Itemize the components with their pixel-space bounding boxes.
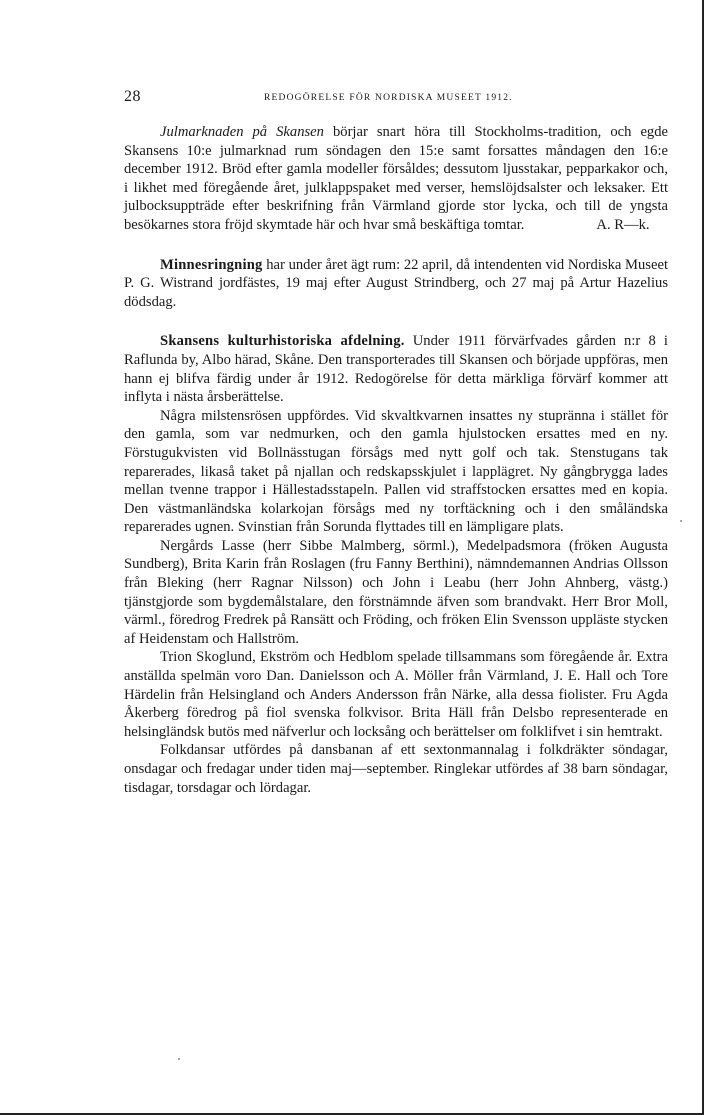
speck-mark bbox=[178, 1058, 180, 1060]
page-number: 28 bbox=[124, 88, 141, 105]
kulturhistoriska-text: Under 1911 förvärfvades gården n:r 8 i Raflunda by, Albo härad, Skåne. Den transporterades till Skansen och började uppföras, men hann ej blifva färdig under år 1912. Redogörelse för detta märkliga förvärf kommer att inflyta i nästa årsberättelse. bbox=[124, 333, 668, 406]
paragraph-musicians: Trion Skoglund, Ekström och Hedblom spelade tillsammans som föregående år. Extra anställda spelmän voro Dan. Danielsson och A. Möller från Värmland, J. E. Hall och Tore Härdelin från Helsingland och Anders Andersson från Närke, alla dessa fiolister. Fru Agda Åkerberg föredrog på fiol svenska folkvisor. Brita Häll från Delsbo representerade en helsingländsk butös med näfverlur och locksång och berättelser om folklifvet i sin hemtrakt. bbox=[124, 649, 668, 740]
running-title: REDOGÖRELSE FÖR NORDISKA MUSEET 1912. bbox=[264, 93, 513, 103]
paragraph-kulturhistoriska-intro bbox=[124, 332, 668, 406]
kulturhistoriska-heading: Skansens kulturhistoriska afdelning. bbox=[160, 333, 405, 350]
page-header bbox=[124, 88, 668, 112]
body-text bbox=[124, 123, 668, 797]
author-signature: A. R—k. bbox=[596, 216, 650, 233]
minnesringning-heading: Minnesringning bbox=[160, 256, 263, 273]
paragraph-dialect-speakers: Nergårds Lasse (herr Sibbe Malmberg, sörml.), Medelpadsmora (fröken Augusta Sundberg), Brita Karin från Roslagen (fru Fanny Berthini), nämndemannen Andrias Ollsson från Bleking (herr Ragnar Nilsson) och John i Leabu (herr John Ahnberg, västg.) tjänstgjorde som bygdemålstalare, den förstnämnde äfven som brandvakt. Herr Bror Moll, värml., föredrog Fredrek på Ransätt och Fröding, och fröken Elin Svensson uppläste stycken af Heidenstam och Hallström. bbox=[124, 537, 668, 647]
paragraph-folk-dances: Folkdansar utfördes på dansbanan af ett sextonmannalag i folkdräkter söndagar, onsdagar och fredagar under tiden maj—september. Ringlekar utfördes af 38 barn söndagar, tisdagar, torsdagar och lördagar. bbox=[124, 742, 668, 796]
julmarknaden-text: börjar snart höra till Stockholms-tradition, och egde Skansens 10:e julmarknad rum söndagen den 15:e samt forsattes måndagen den 16:e december 1912. Bröd efter gamla modeller försåldes; dessutom ljusstakar, pepparkakor och, i likhet med föregående året, julklappspaket med verser, hemslöjdsalster och leksaker. Ett julbocksuppträde efter beskrifning från Värmland gjorde stor lycka, och till de yngsta besökarnes stora fröjd skymtade här och hvar små beskäftiga tomtar. bbox=[124, 124, 668, 233]
paragraph-julmarknaden bbox=[124, 123, 668, 235]
paragraph-minnesringning bbox=[124, 256, 668, 312]
paragraph-repairs: Några milstensrösen uppfördes. Vid skvaltkvarnen insattes ny stupränna i stället för den gamla, som var nedmurken, och den gamla hjulstocken ersattes med en ny. Förstugukvisten vid Bollnässtugan försågs med nytt golf och tak. Stenstugans tak reparerades, likaså taket på njallan och redskapsskjulet i lapplägret. Ny gångbrygga lades mellan tvenne trappor i Hällestadsstapeln. Pallen vid straffstocken ersattes med en kopia. Den västmanländska kolarkojan försågs med ny torftäckning och i den småländska reparerades ugnen. Svinstian från Sorunda flyttades till en lämpligare plats. bbox=[124, 407, 668, 536]
speck-mark bbox=[680, 520, 682, 522]
julmarknaden-heading: Julmarknaden på Skansen bbox=[160, 124, 324, 140]
minnesringning-text: har under året ägt rum: 22 april, då intendenten vid Nordiska Museet P. G. Wistrand jordfästes, 19 maj efter August Strindberg, och 27 maj på Artur Hazelius dödsdag. bbox=[124, 256, 668, 310]
